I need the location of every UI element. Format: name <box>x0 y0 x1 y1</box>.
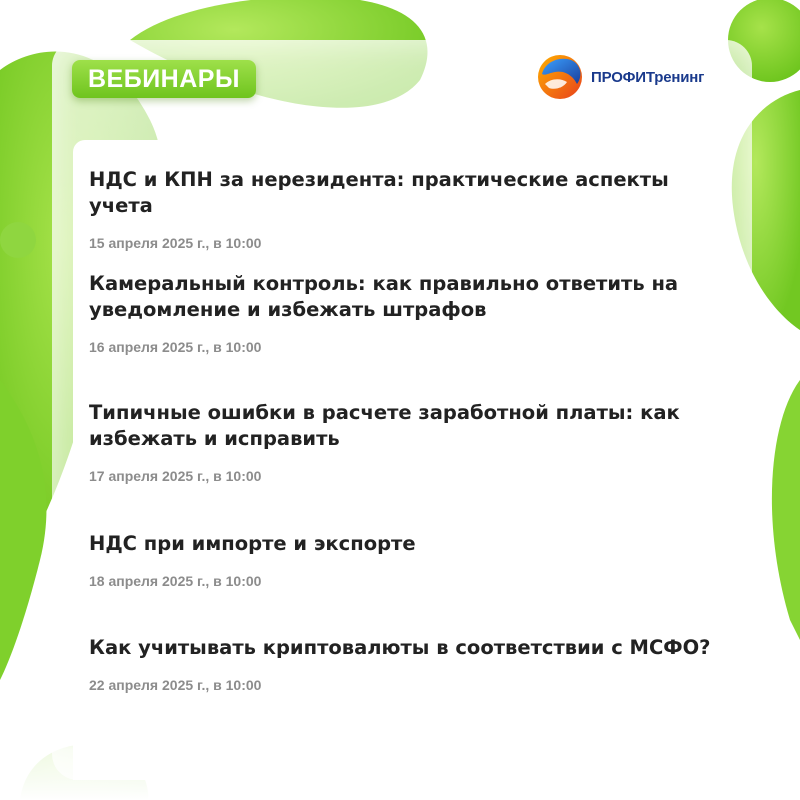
webinar-date: 22 апреля 2025 г., в 10:00 <box>89 677 262 693</box>
webinar-item[interactable] <box>89 635 719 693</box>
bottom-fade <box>0 715 800 800</box>
logo-text: ПРОФИТренинг <box>591 68 705 86</box>
webinar-title: Как учитывать криптовалюты в соответствии с МСФО? <box>89 636 711 659</box>
webinar-item[interactable] <box>89 167 719 251</box>
webinar-date: 16 апреля 2025 г., в 10:00 <box>89 339 262 355</box>
webinar-item[interactable] <box>89 531 719 589</box>
webinar-date: 15 апреля 2025 г., в 10:00 <box>89 235 262 251</box>
webinar-title: Типичные ошибки в расчете заработной платы: как избежать и исправить <box>89 401 680 450</box>
webinar-title: НДС и КПН за нерезидента: практические аспекты учета <box>89 168 669 217</box>
webinar-title: Камеральный контроль: как правильно ответить на уведомление и избежать штрафов <box>89 272 679 321</box>
company-logo <box>537 54 704 100</box>
webinar-item[interactable] <box>89 400 719 484</box>
webinar-date: 17 апреля 2025 г., в 10:00 <box>89 468 262 484</box>
profitrening-swirl-logo-icon <box>537 54 583 100</box>
webinars-badge: ВЕБИНАРЫ <box>72 60 256 98</box>
webinar-item[interactable] <box>89 271 719 355</box>
webinar-date: 18 апреля 2025 г., в 10:00 <box>89 573 262 589</box>
webinar-title: НДС при импорте и экспорте <box>89 532 416 555</box>
